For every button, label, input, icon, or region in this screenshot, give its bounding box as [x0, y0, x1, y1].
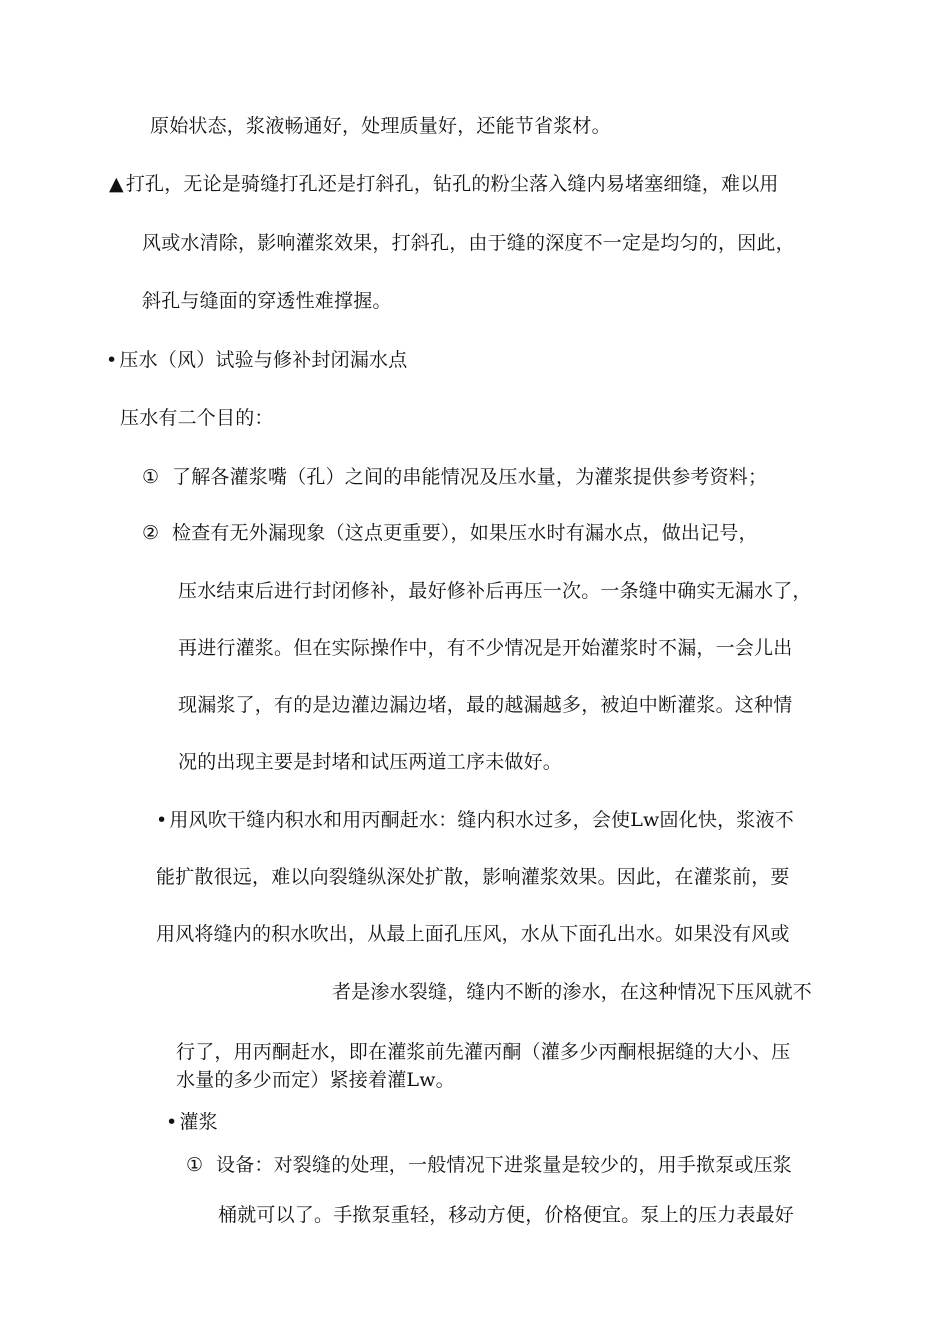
text-line	[178, 693, 792, 717]
text-line	[166, 1110, 218, 1134]
text-line	[142, 521, 758, 545]
line-text: 再进行灌浆。但在实际操作中，有不少情况是开始灌浆时不漏，一会儿出	[178, 637, 793, 659]
line-text: 压水有二个目的：	[120, 407, 274, 429]
text-line	[142, 465, 767, 489]
dot-bullet-icon: •	[106, 349, 118, 371]
text-line	[176, 1068, 455, 1092]
text-line	[178, 579, 812, 603]
line-text: 况的出现主要是封堵和试压两道工序未做好。	[178, 751, 563, 773]
text-line	[142, 231, 795, 255]
line-text: 灌浆	[179, 1111, 218, 1133]
line-text: 行了，用丙酮赶水，即在灌浆前先灌丙酮（灌多少丙酮根据缝的大小、压	[176, 1041, 791, 1063]
line-text: 压水（风）试验与修补封闭漏水点	[119, 349, 408, 371]
line-text: 现漏浆了，有的是边灌边漏边堵，最的越漏越多，被迫中断灌浆。这种情	[178, 694, 793, 716]
line-text: 者是渗水裂缝，缝内不断的渗水，在这种情况下压风就不	[332, 981, 813, 1003]
dot-bullet-icon: •	[156, 809, 168, 831]
line-text: 水量的多少而定）紧接着灌Lw。	[176, 1069, 455, 1091]
text-line	[218, 1203, 794, 1227]
text-line	[176, 1040, 790, 1064]
circled-one-icon: ①	[186, 1154, 204, 1176]
line-text: 原始状态，浆液畅通好，处理质量好，还能节省浆材。	[150, 115, 611, 137]
line-text: 设备：对裂缝的处理，一般情况下进浆量是较少的，用手揿泵或压浆	[216, 1154, 793, 1176]
line-text: 用风将缝内的积水吹出，从最上面孔压风，水从下面孔出水。如果没有风或	[156, 923, 790, 945]
text-line	[142, 289, 392, 313]
text-line	[178, 750, 562, 774]
circled-two-icon: ②	[142, 522, 160, 544]
text-line	[156, 922, 790, 946]
line-text: 用风吹干缝内积水和用丙酮赶水：缝内积水过多，会使Lw固化快，浆液不	[169, 809, 794, 831]
line-text: 风或水清除，影响灌浆效果，打斜孔，由于缝的深度不一定是均匀的，因此，	[142, 232, 795, 254]
line-text: 打孔，无论是骑缝打孔还是打斜孔，钻孔的粉尘落入缝内易堵塞细缝，难以用	[125, 173, 779, 195]
line-text: 检查有无外漏现象（这点更重要），如果压水时有漏水点，做出记号，	[172, 522, 758, 544]
text-line	[109, 172, 779, 196]
line-text: 了解各灌浆嘴（孔）之间的串能情况及压水量，为灌浆提供参考资料；	[172, 466, 768, 488]
line-text: 桶就可以了。手揿泵重轻，移动方便，价格便宜。泵上的压力表最好	[218, 1204, 795, 1226]
text-line	[156, 808, 794, 832]
line-text: 能扩散很远，难以向裂缝纵深处扩散，影响灌浆效果。因此，在灌浆前，要	[156, 866, 790, 888]
text-line	[106, 348, 407, 372]
text-line	[156, 865, 790, 889]
text-line	[186, 1153, 792, 1177]
circled-one-icon: ①	[142, 466, 160, 488]
dot-bullet-icon: •	[166, 1111, 178, 1133]
text-line	[178, 636, 792, 660]
triangle-bullet-icon: ▲	[109, 173, 124, 195]
line-text: 斜孔与缝面的穿透性难撑握。	[142, 290, 392, 312]
text-line	[150, 114, 611, 138]
text-line	[120, 406, 274, 430]
text-line	[332, 980, 812, 1004]
line-text: 压水结束后进行封闭修补，最好修补后再压一次。一条缝中确实无漏水了，	[178, 580, 812, 602]
